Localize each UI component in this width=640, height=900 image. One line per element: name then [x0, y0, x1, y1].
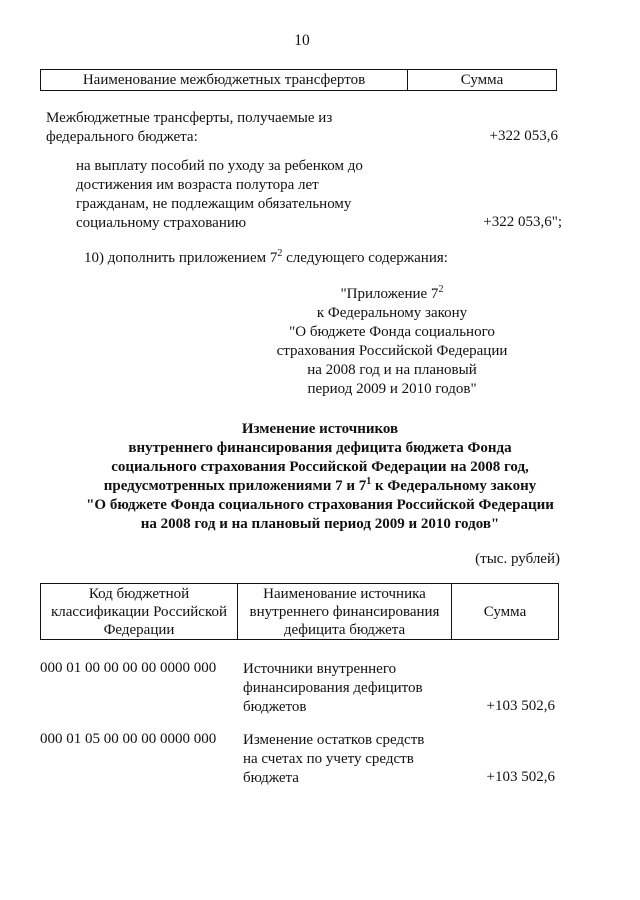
table-row-code: 000 01 05 00 00 00 0000 000 [40, 731, 217, 747]
transfers-main-amount: +322 053,6 [489, 128, 558, 144]
transfers-header-table [40, 69, 557, 91]
transfers-sub-amount: +322 053,6"; [483, 214, 562, 230]
col-code-header: Код бюджетной классификации Российской Федерации [41, 584, 238, 639]
appendix-reference: "Приложение $7^2$ к Федеральному закону "О бюджете Фонда социального страхования Российской Федерации на 2008 год и на плановый период 2009 и 2010 годов" [276, 284, 508, 397]
table-row-name: Источники внутреннего финансирования дефицитов бюджетов [243, 661, 423, 715]
table-row-amount: +103 502,6 [486, 769, 555, 785]
header-sum-cell: Сумма [460, 72, 504, 88]
transfers-main-text: Межбюджетные трансферты, получаемые из федерального бюджета: [46, 110, 333, 145]
amendment-text: 10) дополнить приложением $7^2$ следующего содержания: [84, 248, 448, 266]
col-sum-header: Сумма [483, 603, 527, 620]
table-row-name: Изменение остатков средств на счетах по учету средств бюджета [243, 732, 425, 786]
table-row-code: 000 01 00 00 00 00 0000 000 [40, 660, 217, 676]
units-label: (тыс. рублей) [475, 551, 560, 567]
table-row-amount: +103 502,6 [486, 698, 555, 714]
page-number: 10 [294, 32, 310, 49]
section-title: Изменение источников внутреннего финансирования дефицита бюджета Фонда социального страхования Российской Федерации на 2008 год, предусмотренных приложениями 7 и $7^1$ к Федеральному закону "О бюджете Фонда социального страхования Российской Федерации на 2008 год и на плановый период 2009 и 2010 годов" [86, 421, 554, 532]
transfers-sub-text: на выплату пособий по уходу за ребенком до достижения им возраста полутора лет гражданам, не подлежащим обязательному социальному страхованию [76, 158, 363, 231]
header-name-cell: Наименование межбюджетных трансфертов [41, 70, 408, 90]
col-name-header: Наименование источника внутреннего финансирования дефицита бюджета [238, 584, 452, 639]
sources-table-header [40, 583, 559, 640]
